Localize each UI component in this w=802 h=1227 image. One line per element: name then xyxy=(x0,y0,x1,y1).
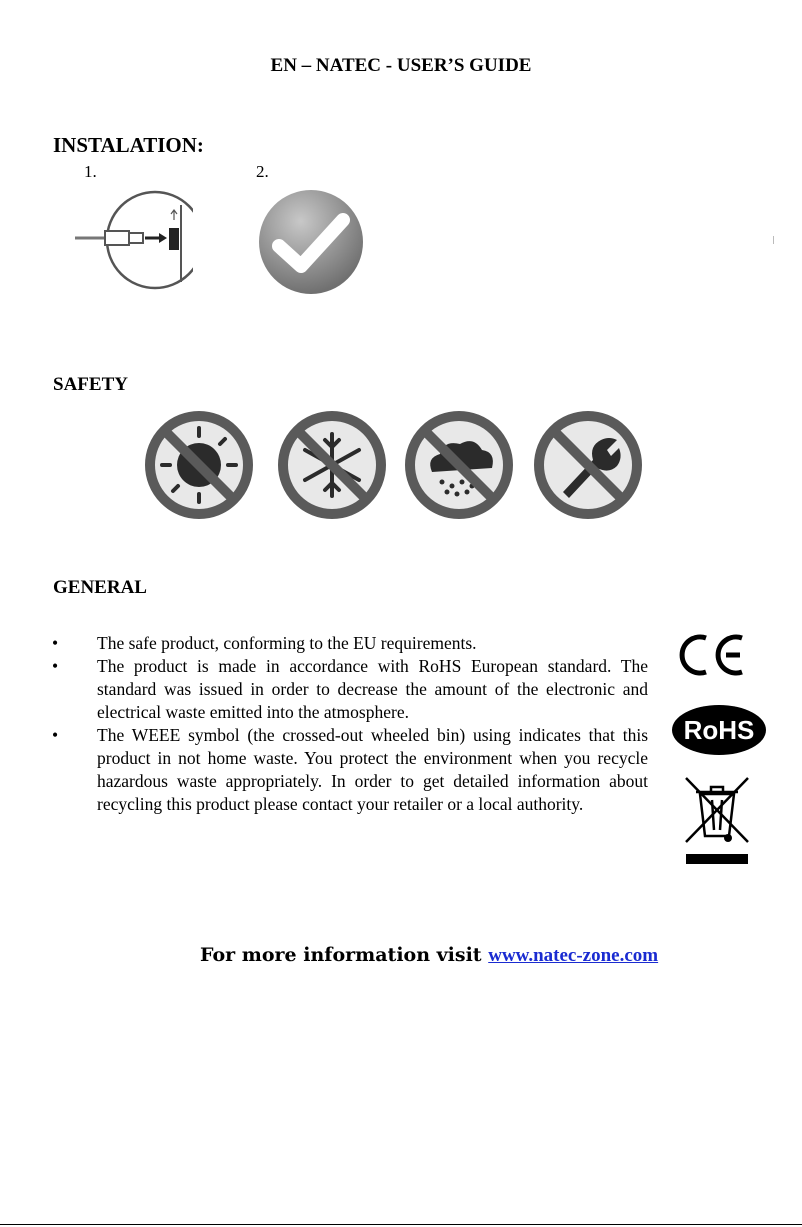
rohs-label: RoHS xyxy=(683,715,755,745)
list-item xyxy=(52,724,648,816)
weee-bin-icon xyxy=(682,774,752,866)
ce-mark-icon xyxy=(676,632,746,677)
general-list xyxy=(52,632,648,816)
no-frost-icon xyxy=(277,410,387,520)
checkmark-icon xyxy=(257,190,369,295)
bullet: • xyxy=(52,725,59,745)
list-item-text: The WEEE symbol (the crossed-out wheeled bin) using indicates that this product in not home waste. You protect the environment when you recycle hazardous waste appropriately. In order to get detailed information about recycling this product please contact your retailer or a local authority. xyxy=(97,725,648,814)
document-title: EN – NATEC - USER’S GUIDE xyxy=(270,55,532,76)
step-2-number: 2. xyxy=(256,162,269,181)
footer-text: For more information visit xyxy=(200,944,482,966)
footer xyxy=(200,944,658,967)
list-item xyxy=(52,632,648,655)
list-item-text: The safe product, conforming to the EU requirements. xyxy=(97,633,477,653)
no-repair-icon xyxy=(533,410,643,520)
list-item-text: The product is made in accordance with RoHS European standard. The standard was issued in order to decrease the amount of the electronic and electrical waste emitted into the atmosphere. xyxy=(97,656,648,722)
general-heading: GENERAL xyxy=(53,577,147,598)
safety-heading: SAFETY xyxy=(53,374,128,395)
step-1-number: 1. xyxy=(84,162,97,181)
no-rain-icon xyxy=(404,410,514,520)
usb-plug-icon xyxy=(63,190,193,290)
list-item xyxy=(52,655,648,724)
website-link[interactable]: www.natec-zone.com xyxy=(488,945,659,966)
bullet: • xyxy=(52,633,59,653)
no-heat-icon xyxy=(144,410,254,520)
bullet: • xyxy=(52,656,59,676)
bottom-rule xyxy=(0,1224,802,1225)
rohs-mark-icon xyxy=(671,704,767,756)
stray-mark xyxy=(773,236,774,244)
installation-heading: INSTALATION: xyxy=(53,133,204,157)
